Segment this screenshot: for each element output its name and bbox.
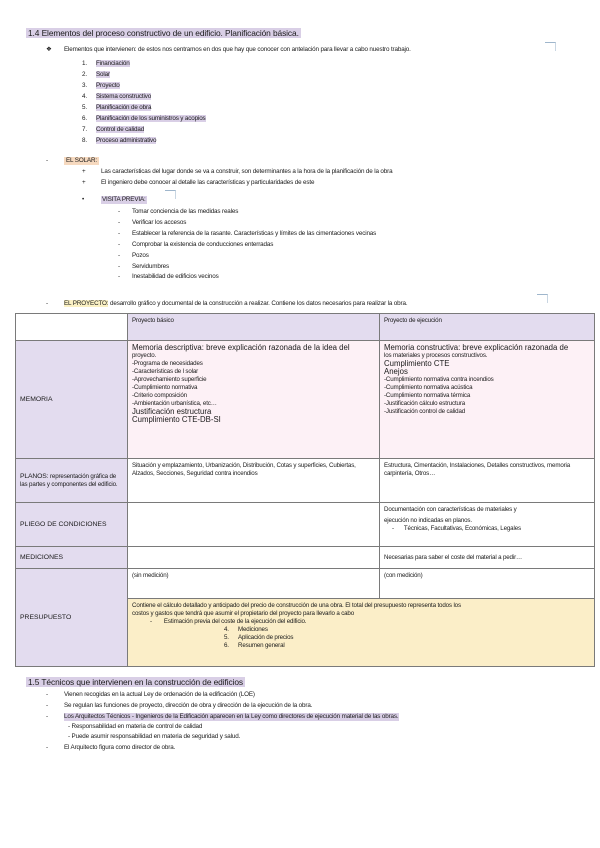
memoria-basic-line: -Cumplimiento normativa xyxy=(132,384,198,391)
memoria-exec-line: Memoria constructiva: breve explicación razonada de xyxy=(384,343,569,352)
memoria-basic-cell xyxy=(128,341,380,459)
tecnicos-item: Vienen recogidas en la actual Ley de ordenación de la edificación (LOE) xyxy=(64,691,255,698)
table-corner-cell xyxy=(16,314,128,341)
tecnicos-item: Se regulan las funciones de proyecto, dirección de obra y dirección de la ejecución de la obra. xyxy=(64,702,313,709)
list-item: 7. Control de calidad xyxy=(82,126,145,133)
list-item: - Tomar conciencia de las medidas reales xyxy=(118,208,239,215)
project-table xyxy=(15,313,595,667)
dash-bullet: - xyxy=(46,300,48,307)
diamond-bullet-icon: ❖ xyxy=(46,46,52,53)
row-label-mediciones: MEDICIONES xyxy=(16,547,128,569)
note-icon xyxy=(545,42,556,51)
memoria-basic-line: Memoria descriptiva: breve explicación razonada de la idea del xyxy=(132,343,350,352)
note-icon xyxy=(537,294,548,303)
memoria-basic-line: -Ambientación urbanística, etc… xyxy=(132,400,217,407)
list-item: 4. Mediciones xyxy=(224,626,268,633)
presupuesto-sub: Estimación previa del coste de la ejecución del edificio. xyxy=(163,618,307,625)
proyecto-line: EL PROYECTO: desarrollo gráfico y documental de la construcción a realizar. Contiene los datos necesarios para realizar la obra. xyxy=(64,300,408,307)
row-label-planos: PLANOS: representación gráfica de las partes y componentes del edificio. xyxy=(16,459,128,503)
pliego-basic-cell xyxy=(128,503,380,547)
memoria-exec-cell xyxy=(380,341,595,459)
list-item: 3. Proyecto xyxy=(82,82,120,89)
solar-point-2: El ingeniero debe conocer al detalle las características y particularidades de este xyxy=(101,179,315,186)
list-item: - Servidumbres xyxy=(118,263,169,270)
table-header-row xyxy=(16,314,595,341)
dash-bullet: - xyxy=(46,713,48,720)
presupuesto-full-cell: Contiene el cálculo detallado y anticipado del precio de construcción de una obra. El total del presupuesto representa todos los costos y gastos que tendrá que asumir el propietario del proyecto para llevarlo a cabo - Estimación previa del coste de la ejecución del edificio. 4. Mediciones 5. Aplicación de precios 6. Resumen general xyxy=(128,599,595,667)
section-1-5-title: 1.5 Técnicos que intervienen en la construcción de edificios xyxy=(28,677,243,687)
table-row-planos xyxy=(16,459,595,503)
mediciones-exec-cell: Necesarias para saber el coste del material a pedir… xyxy=(380,547,595,569)
table-row-presupuesto-a xyxy=(16,569,595,599)
presupuesto-exec-cell: (con medición) xyxy=(380,569,595,599)
mediciones-basic-cell xyxy=(128,547,380,569)
section-1-4-title: 1.4 Elementos del proceso constructivo de un edificio. Planificación básica. xyxy=(28,28,299,38)
visita-previa-title: VISITA PREVIA: xyxy=(102,196,146,203)
list-item: 6. Resumen general xyxy=(224,642,285,649)
memoria-basic-line: -Características de l solar xyxy=(132,368,199,375)
memoria-exec-line: -Cumplimiento normativa contra incendios xyxy=(384,376,494,383)
memoria-exec-line: los materiales y procesos constructivos. xyxy=(384,352,488,359)
memoria-exec-line: -Justificación control de calidad xyxy=(384,408,466,415)
row-label-pliego: PLIEGO DE CONDICIONES xyxy=(16,503,128,547)
list-item: 8. Proceso administrativo xyxy=(82,137,157,144)
memoria-exec-line: -Cumplimiento normativa térmica xyxy=(384,392,471,399)
table-row-pliego xyxy=(16,503,595,547)
planos-exec-cell: Estructura, Cimentación, Instalaciones, Detalles constructivos, memoria carpintería, Otros… xyxy=(380,459,595,503)
list-item: 2. Solar xyxy=(82,71,110,78)
dot-bullet: • xyxy=(82,196,85,203)
note-icon xyxy=(165,190,176,199)
list-item: - Establecer la referencia de la rasante. Características y límites de las cimentaciones vecinas xyxy=(118,230,377,237)
col-header-exec: Proyecto de ejecución xyxy=(380,314,595,341)
tecnicos-item: El Arquitecto figura como director de obra. xyxy=(64,744,176,751)
presupuesto-line: Contiene el cálculo detallado y anticipado del precio de construcción de una obra. El total del presupuesto representa todos los xyxy=(132,602,461,609)
row-label-memoria: MEMORIA xyxy=(16,341,128,459)
table-row-memoria xyxy=(16,341,595,459)
plus-bullet: + xyxy=(82,179,86,186)
presupuesto-line: costos y gastos que tendrá que asumir el propietario del proyecto para llevarlo a cabo xyxy=(132,610,355,617)
list-item: - Comprobar la existencia de conducciones enterradas xyxy=(118,241,274,248)
list-item: - Verificar los accesos xyxy=(118,219,187,226)
pliego-exec-sub: Técnicas, Facultativas, Económicas, Legales xyxy=(403,525,521,532)
list-item: - Inestabilidad de edificios vecinos xyxy=(118,273,219,280)
presupuesto-basic-cell: (sin medición) xyxy=(128,569,380,599)
list-item: 5. Planificación de obra xyxy=(82,104,152,111)
pliego-exec-cell: Documentación con características de materiales y ejecución no indicadas en planos. - Técnicas, Facultativas, Económicas, Legales xyxy=(380,503,595,547)
solar-point-1: Las características del lugar donde se va a construir, son determinantes a la hora de la planificación de la obra xyxy=(101,168,393,175)
intro-text: Elementos que intervienen: de estos nos centramos en dos que hay que conocer con antelación para llevar a cabo nuestro trabajo. xyxy=(64,46,411,53)
tecnicos-item: Los Arquitectos Técnicos - Ingenieros de la Edificación aparecen en la Ley como directores de ejecución material de las obras. xyxy=(64,713,399,720)
tecnicos-subitem: - Puede asumir responsabilidad en materia de seguridad y salud. xyxy=(68,733,241,740)
memoria-basic-line: -Aprovechamiento superficie xyxy=(132,376,207,383)
tecnicos-subitem: - Responsabilidad en materia de control de calidad xyxy=(68,723,203,730)
memoria-basic-line: -Programa de necesidades xyxy=(132,360,203,367)
memoria-exec-line: Anejos xyxy=(384,367,408,376)
list-item: 5. Aplicación de precios xyxy=(224,634,294,641)
list-item: - Pozos xyxy=(118,252,149,259)
memoria-basic-line: Justificación estructura xyxy=(132,407,212,416)
memoria-basic-line: -Criterio composición xyxy=(132,392,187,399)
list-item: 4. Sistema constructivo xyxy=(82,93,152,100)
memoria-basic-line: proyecto. xyxy=(132,352,157,359)
memoria-basic-line: Cumplimiento CTE-DB-SI xyxy=(132,415,221,424)
memoria-exec-line: -Cumplimiento normativa acústica xyxy=(384,384,473,391)
dash-bullet: - xyxy=(46,744,48,751)
dash-bullet: - xyxy=(46,157,48,164)
proyecto-label: EL PROYECTO: xyxy=(64,300,109,307)
solar-title: EL SOLAR: xyxy=(66,157,97,164)
dash-bullet: - xyxy=(46,691,48,698)
list-item: 6. Planificación de los suministros y acopios xyxy=(82,115,206,122)
dash-bullet: - xyxy=(46,702,48,709)
memoria-exec-line: -Justificación cálculo estructura xyxy=(384,400,466,407)
pliego-exec-line: ejecución no indicadas en planos. xyxy=(384,517,472,524)
list-item: 1. Financiación xyxy=(82,60,130,67)
table-row-mediciones xyxy=(16,547,595,569)
plus-bullet: + xyxy=(82,168,86,175)
pliego-exec-line: Documentación con características de materiales y xyxy=(384,506,517,513)
row-label-presupuesto: PRESUPUESTO xyxy=(16,569,128,667)
planos-basic-cell: Situación y emplazamiento, Urbanización, Distribución, Cotas y superficies, Cubiertas, Alzados, Secciones, Seguridad contra incendios xyxy=(128,459,380,503)
memoria-exec-line: Cumplimiento CTE xyxy=(384,359,450,368)
col-header-basic: Proyecto básico xyxy=(128,314,380,341)
